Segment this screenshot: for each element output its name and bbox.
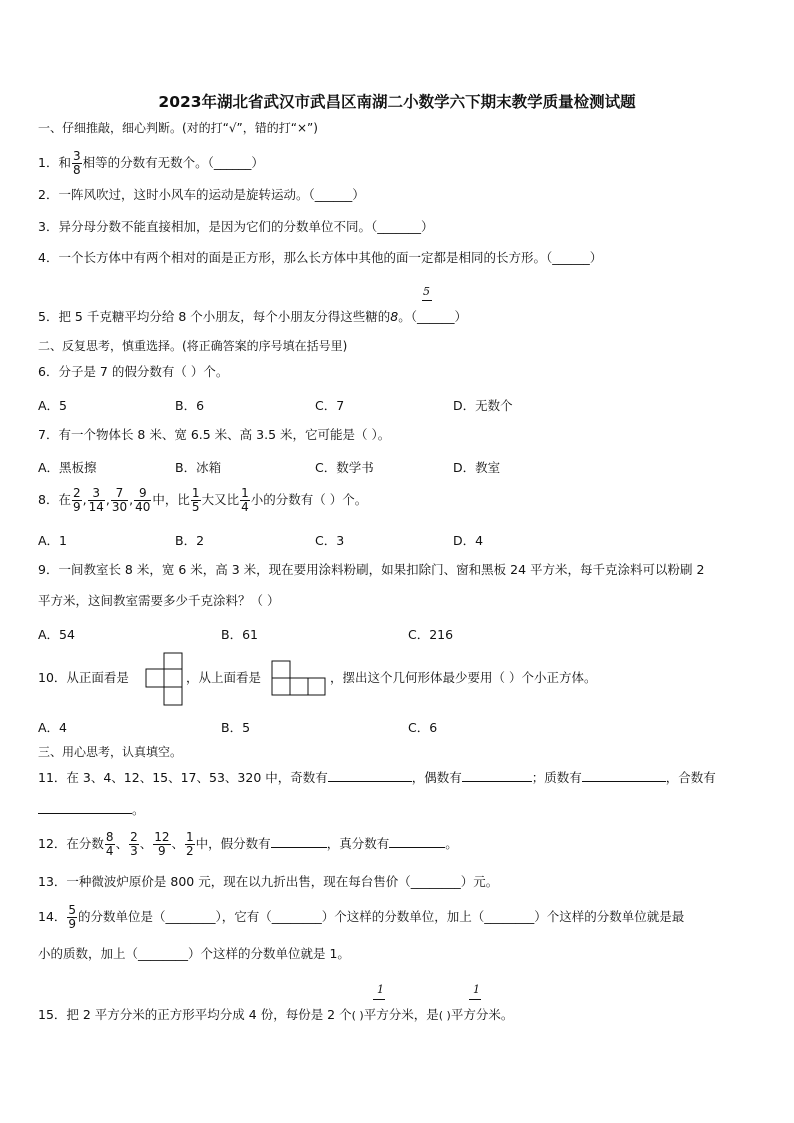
fraction: $\frac{1}{5}$ (191, 486, 200, 514)
fraction: $\frac{1}{4}$ (241, 486, 249, 514)
question-8: 8．在 $\frac{2}{9}$ , $\frac{3}{14}$ , $\frac{7}{30}$ , $\frac{9}{40}$ 中，比 $\frac{1}{5}$ 大又比 $\frac{1}{4}$ 小的分数有（ ）个。 (38, 486, 368, 514)
option-a[interactable]: A．4 (38, 720, 68, 735)
option-c[interactable]: C．数学书 (315, 460, 374, 475)
option-b[interactable]: B．61 (221, 627, 258, 642)
answer-blank[interactable] (462, 781, 532, 782)
question-1: 1．和 $\frac{3}{8}$ 相等的分数有无数个。（______） (38, 149, 264, 177)
question-11-line2: 。 (38, 802, 145, 818)
fraction: $\frac{12}{9}$ (154, 830, 170, 858)
option-b[interactable]: B．5 (221, 720, 251, 735)
answer-blank[interactable] (38, 813, 132, 814)
option-a[interactable]: A．54 (38, 627, 75, 642)
page-title: 2023年湖北省武汉市武昌区南湖二小数学六下期末教学质量检测试题 (158, 93, 636, 111)
option-a[interactable]: A．5 (38, 398, 68, 413)
fraction: $\frac{2}{3}$ (130, 830, 138, 858)
question-11-line1: 11．在 3、4、12、15、17、53、320 中，奇数有 ，偶数有 ；质数有 ，合数有 (38, 770, 716, 785)
question-7: 7．有一个物体长 8 米、宽 6.5 米、高 3.5 米，它可能是（ ）。 (38, 427, 391, 442)
option-c[interactable]: C．216 (408, 627, 454, 642)
section1-heading: 一、仔细推敲，细心判断。(对的打“√”，错的打“×”) (38, 121, 318, 135)
front-view-figure (145, 652, 185, 707)
question-14-line2: 小的质数，加上（________）个这样的分数单位就是 1。 (38, 946, 350, 961)
option-d[interactable]: D．4 (453, 533, 484, 548)
question-14-line1: 14． $\frac{5}{9}$ 的分数单位是（________），它有（________）个这样的分数单位，加上（________）个这样的分数单位就是最 (38, 903, 685, 931)
fraction: $\frac{8}{4}$ (105, 830, 114, 858)
fraction: $\frac{2}{9}$ (72, 486, 81, 514)
question-9-line1: 9．一间教室长 8 米，宽 6 米，高 3 米，现在要用涂料粉刷，如果扣除门、窗和黑板 24 平方米，每千克涂料可以粉刷 2 (38, 562, 705, 577)
q5-fraction-bar (422, 300, 432, 301)
question-4: 4．一个长方体中有两个相对的面是正方形，那么长方体中其他的面一定都是相同的长方形。（______） (38, 250, 603, 265)
question-3: 3．异分母分数不能直接相加，是因为它们的分数单位不同。（_______） (38, 219, 434, 234)
option-b[interactable]: B．冰箱 (175, 460, 222, 475)
question-10: 10．从正面看是 (38, 670, 129, 685)
fraction: $\frac{1}{2}$ (186, 830, 194, 858)
question-12: 12．在分数 $\frac{8}{4}$ 、 $\frac{2}{3}$ 、 $\frac{12}{9}$ 、 $\frac{1}{2}$ 中，假分数有 ，真分数有 。 (38, 830, 458, 858)
q15-fraction-1-bar (373, 999, 385, 1000)
option-d[interactable]: D．无数个 (453, 398, 513, 413)
fraction: $\frac{9}{40}$ (135, 486, 151, 514)
option-b[interactable]: B．6 (175, 398, 205, 413)
section3-heading: 三、用心思考，认真填空。 (38, 745, 183, 759)
q15-fraction-1-numerator: 1 (377, 983, 384, 996)
option-c[interactable]: C．6 (408, 720, 438, 735)
top-view-figure (271, 660, 327, 696)
question-2: 2．一阵风吹过，这时小风车的运动是旋转运动。（______） (38, 187, 365, 202)
question-15: 15．把 2 平方分米的正方形平均分成 4 份，每份是 2 个( )平方分米，是( )平方分米。 (38, 1007, 514, 1022)
question-10-mid: ，从上面看是 (186, 670, 262, 685)
question-6: 6．分子是 7 的假分数有（ ）个。 (38, 364, 229, 379)
question-9-line2: 平方米，这间教室需要多少千克涂料？（ ） (38, 593, 280, 608)
fraction: $\frac{5}{9}$ (68, 903, 77, 931)
question-10-post: ，摆出这个几何形体最少要用（ ）个小正方体。 (330, 670, 597, 685)
fraction: $\frac{7}{30}$ (111, 486, 128, 514)
section2-heading: 二、反复思考，慎重选择。(将正确答案的序号填在括号里) (38, 339, 348, 353)
q15-fraction-2-bar (469, 999, 481, 1000)
option-c[interactable]: C．7 (315, 398, 345, 413)
option-a[interactable]: A．1 (38, 533, 68, 548)
answer-blank[interactable] (271, 847, 327, 848)
question-5: 5．把 5 千克糖平均分给 8 个小朋友，每个小朋友分得这些糖的8。（______） (38, 309, 467, 324)
question-13: 13．一种微波炉原价是 800 元，现在以九折出售，现在每台售价（________）元。 (38, 874, 499, 889)
option-d[interactable]: D．教室 (453, 460, 501, 475)
answer-blank[interactable] (582, 781, 666, 782)
q15-fraction-2-numerator: 1 (473, 983, 480, 996)
answer-blank[interactable] (389, 847, 445, 848)
q5-fraction-numerator: 5 (423, 285, 430, 298)
fraction: $\frac{3}{14}$ (88, 486, 104, 514)
answer-blank[interactable] (328, 781, 412, 782)
fraction: $\frac{3}{8}$ (72, 149, 81, 177)
option-c[interactable]: C．3 (315, 533, 345, 548)
option-b[interactable]: B．2 (175, 533, 205, 548)
option-a[interactable]: A．黑板擦 (38, 460, 97, 475)
